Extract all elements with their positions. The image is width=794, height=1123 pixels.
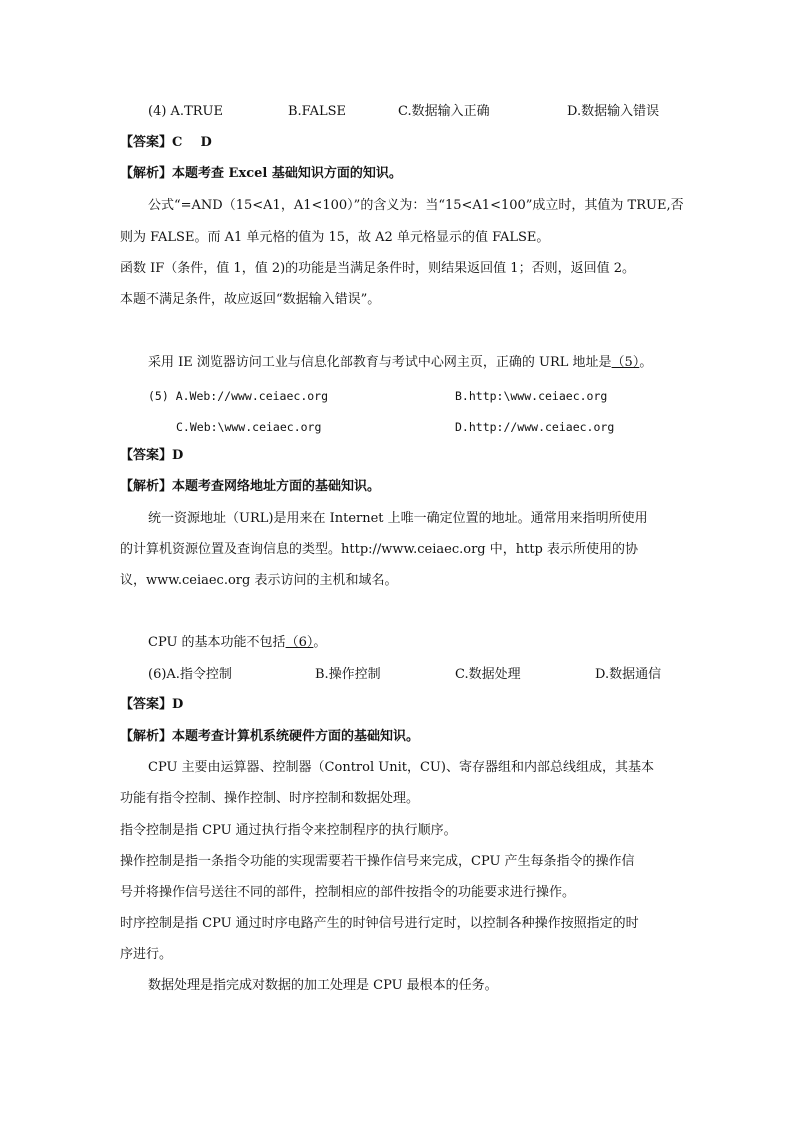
q4-option-c: C.数据输入正确 bbox=[398, 104, 490, 119]
q5-analysis-heading bbox=[120, 478, 380, 496]
question-blank: （6） bbox=[285, 635, 314, 650]
q6-option-d: D.数据通信 bbox=[595, 667, 662, 682]
q4-paragraph-3: 本题不满足条件，故应返回“数据输入错误”。 bbox=[120, 292, 381, 307]
q5-paragraph-line-1: 统一资源地址（URL)是用来在 Internet 上唯一确定位置的地址。通常用来指明所使用 bbox=[148, 511, 648, 526]
question-blank: （5） bbox=[611, 355, 640, 370]
q4-paragraph-1-line-1: 公式“=AND（15<A1，A1<100）”的含义为：当“15<A1<100”成立时，其值为 TRUE,否 bbox=[148, 198, 684, 213]
q6-option-a: (6)A.指令控制 bbox=[148, 667, 232, 682]
q6-option-c: C.数据处理 bbox=[455, 667, 521, 682]
q6-analysis-heading bbox=[120, 728, 419, 746]
q5-option-c: C.Web:\www.ceiaec.org bbox=[176, 420, 322, 434]
answer-label: 【答案】 bbox=[120, 697, 173, 712]
q6-paragraph-4-line-1: 时序控制是指 CPU 通过时序电路产生的时钟信号进行定时，以控制各种操作按照指定的时 bbox=[120, 916, 639, 931]
q4-paragraph-2: 函数 IF（条件，值 1，值 2)的功能是当满足条件时，则结果返回值 1；否则，返回值 2。 bbox=[120, 261, 635, 276]
analysis-label: 【解析】 bbox=[120, 166, 173, 181]
q5-option-b: B.http:\www.ceiaec.org bbox=[455, 389, 608, 403]
q5-answer bbox=[120, 447, 183, 465]
q6-paragraph-1-line-1: CPU 主要由运算器、控制器（Control Unit，CU)、寄存器组和内部总线组成，其基本 bbox=[148, 760, 654, 775]
answer-value: C D bbox=[172, 135, 212, 150]
answer-value: D bbox=[172, 448, 184, 463]
answer-label: 【答案】 bbox=[120, 135, 173, 150]
analysis-label: 【解析】 bbox=[120, 729, 173, 744]
q4-analysis-heading bbox=[120, 165, 402, 183]
analysis-title: 本题考查 Excel 基础知识方面的知识。 bbox=[172, 166, 402, 181]
q6-paragraph-2: 指令控制是指 CPU 通过执行指令来控制程序的执行顺序。 bbox=[120, 823, 457, 838]
q5-option-a: (5) A.Web://www.ceiaec.org bbox=[148, 389, 329, 403]
q6-paragraph-3-line-2: 号并将操作信号送往不同的部件，控制相应的部件按指令的功能要求进行操作。 bbox=[120, 885, 576, 900]
q4-option-b: B.FALSE bbox=[288, 104, 346, 119]
q6-paragraph-1-line-2: 功能有指令控制、操作控制、时序控制和数据处理。 bbox=[120, 791, 420, 806]
q5-question bbox=[148, 354, 652, 372]
q4-option-d: D.数据输入错误 bbox=[567, 104, 660, 119]
q6-answer bbox=[120, 696, 183, 714]
question-end: 。 bbox=[639, 355, 653, 370]
answer-value: D bbox=[172, 697, 184, 712]
analysis-label: 【解析】 bbox=[120, 479, 173, 494]
q6-paragraph-4-line-2: 序进行。 bbox=[120, 947, 173, 962]
q6-option-b: B.操作控制 bbox=[315, 667, 381, 682]
question-text: CPU 的基本功能不包括 bbox=[148, 635, 286, 650]
q5-paragraph-line-3: 议，www.ceiaec.org 表示访问的主机和域名。 bbox=[120, 573, 398, 588]
q5-option-d: D.http://www.ceiaec.org bbox=[455, 420, 615, 434]
analysis-title: 本题考查计算机系统硬件方面的基础知识。 bbox=[172, 729, 420, 744]
q4-answer bbox=[120, 134, 212, 152]
question-text: 采用 IE 浏览器访问工业与信息化部教育与考试中心网主页，正确的 URL 地址是 bbox=[148, 355, 612, 370]
answer-label: 【答案】 bbox=[120, 448, 173, 463]
q5-paragraph-line-2: 的计算机资源位置及查询信息的类型。http://www.ceiaec.org 中，http 表示所使用的协 bbox=[120, 542, 639, 557]
q4-paragraph-1-line-2: 则为 FALSE。而 A1 单元格的值为 15，故 A2 单元格显示的值 FALSE。 bbox=[120, 230, 550, 245]
q6-paragraph-5: 数据处理是指完成对数据的加工处理是 CPU 最根本的任务。 bbox=[148, 978, 498, 993]
q6-paragraph-3-line-1: 操作控制是指一条指令功能的实现需要若干操作信号来完成，CPU 产生每条指令的操作信 bbox=[120, 854, 635, 869]
q4-option-a: (4) A.TRUE bbox=[148, 104, 223, 119]
analysis-title: 本题考查网络地址方面的基础知识。 bbox=[172, 479, 381, 494]
q6-question bbox=[148, 634, 326, 652]
question-end: 。 bbox=[313, 635, 327, 650]
